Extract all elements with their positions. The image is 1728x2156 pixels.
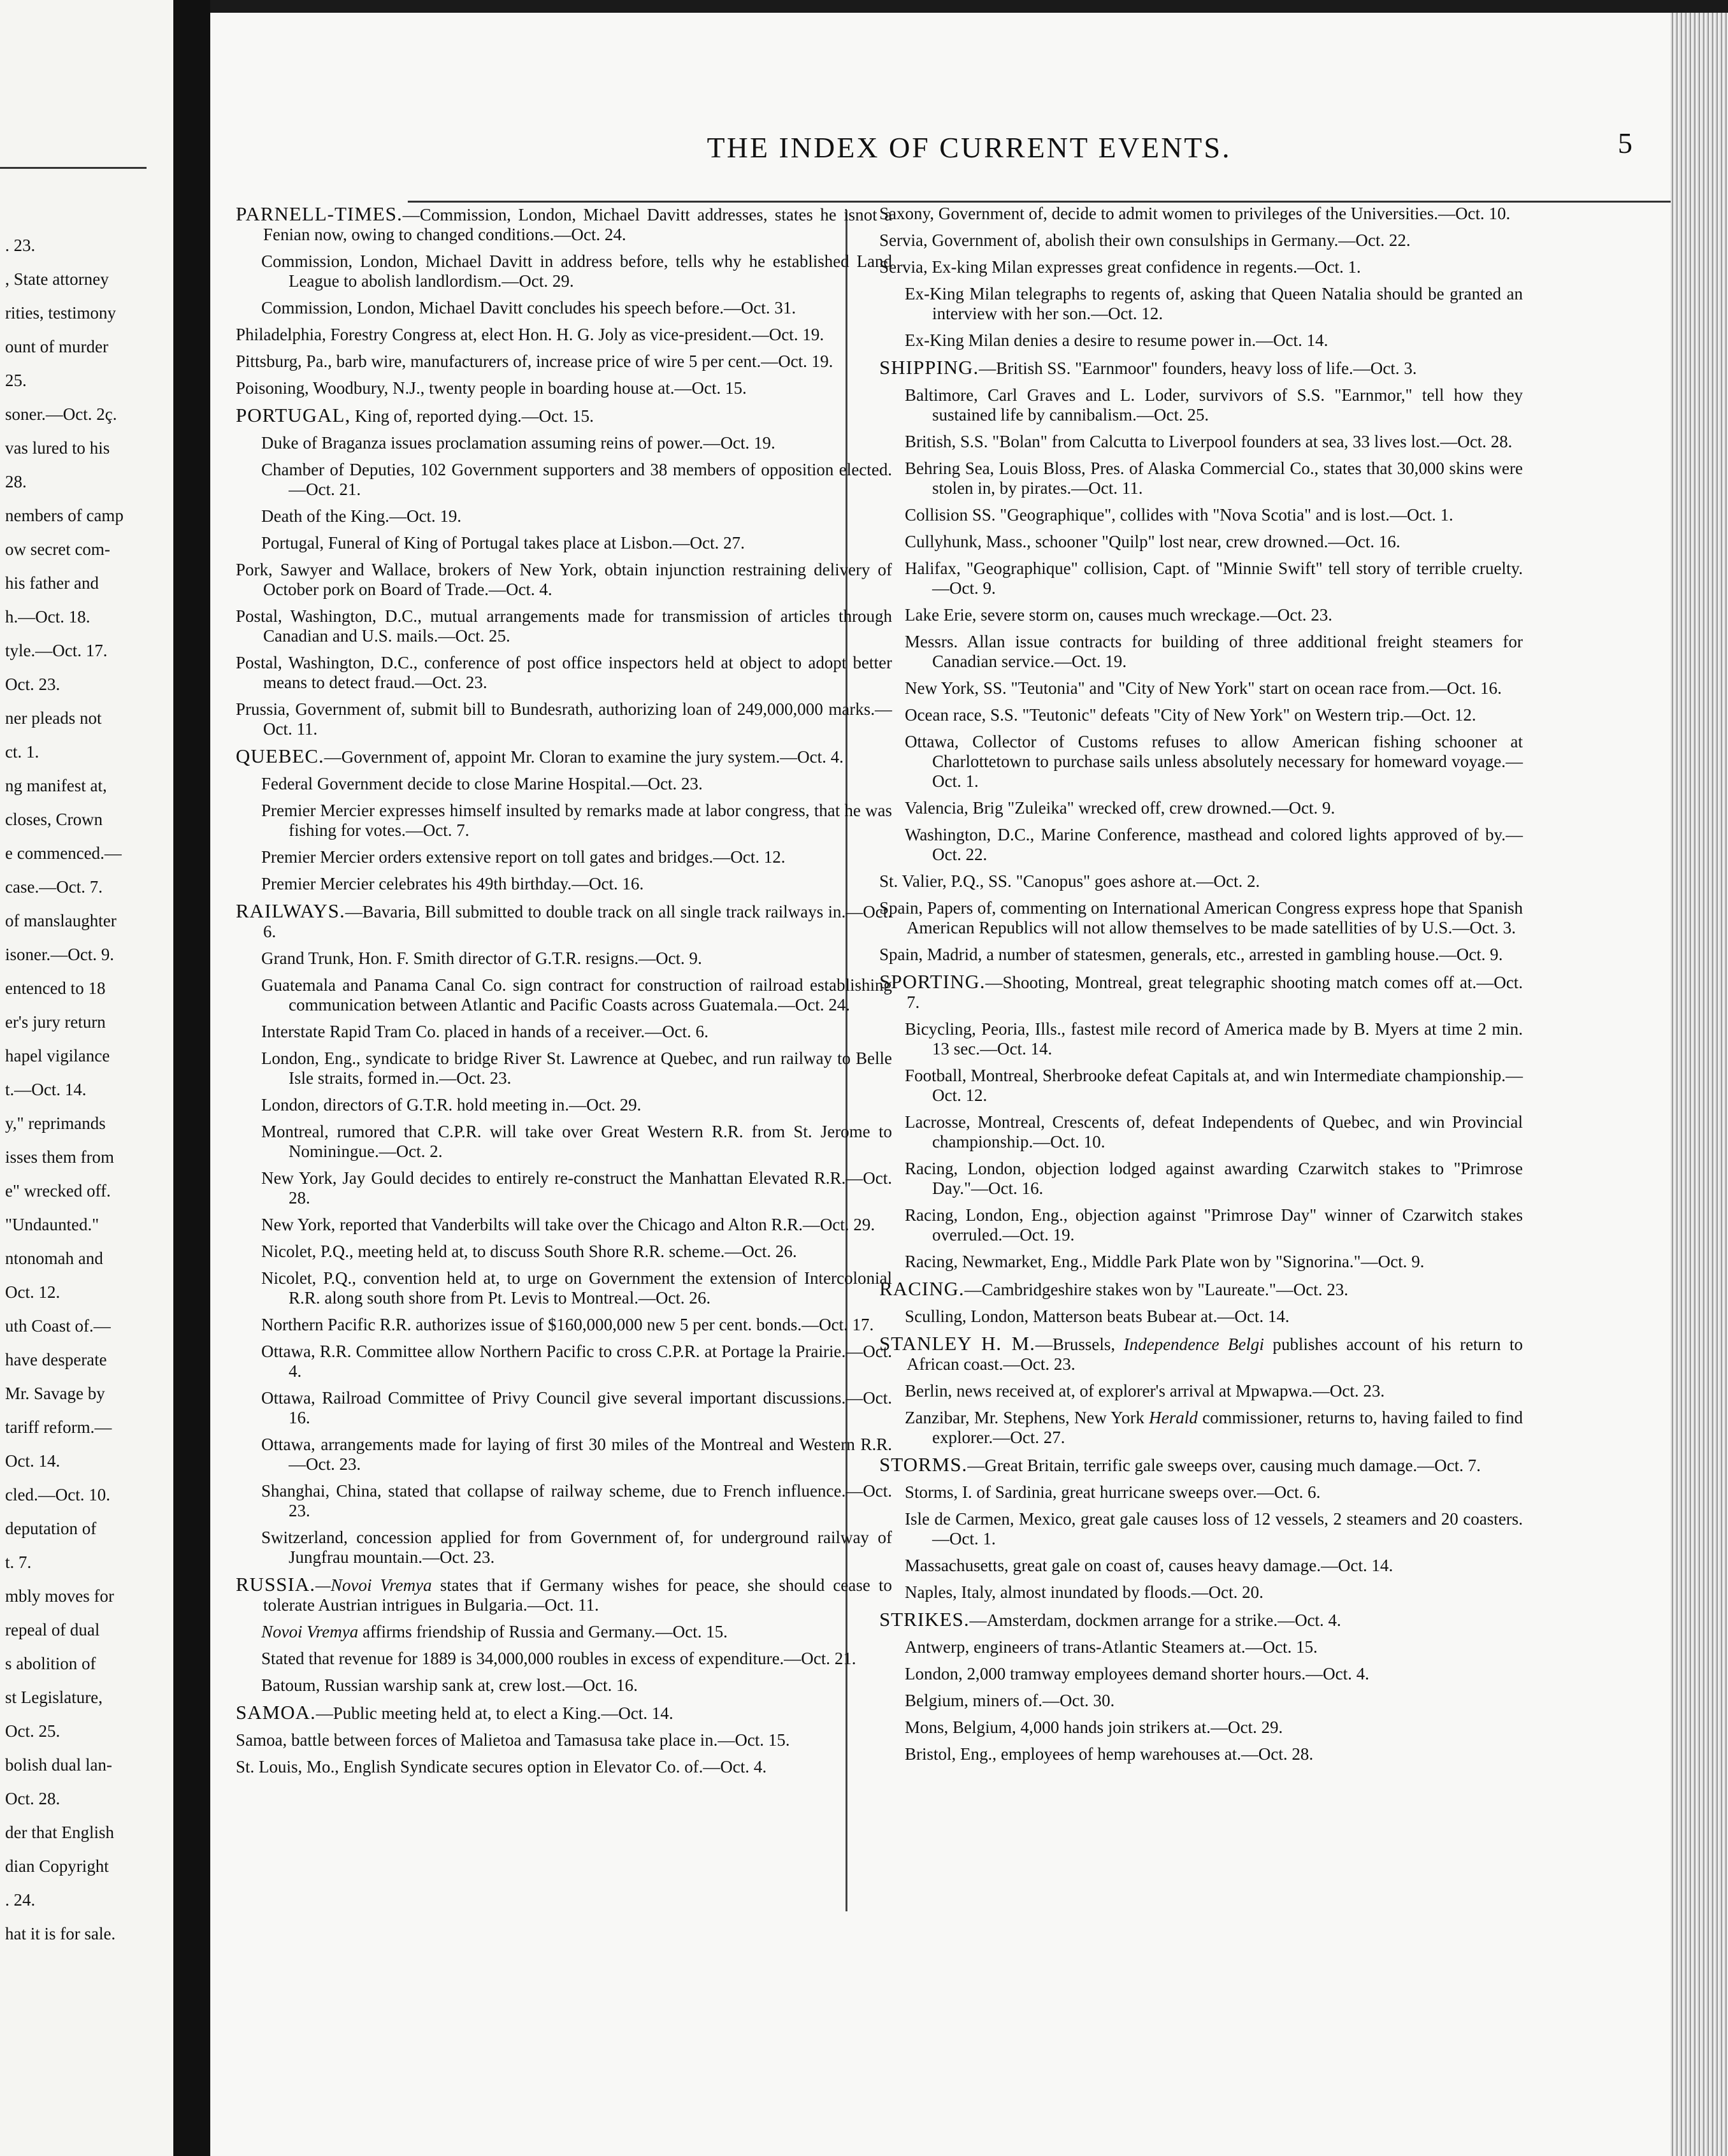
index-entry xyxy=(879,632,1523,672)
entry-text: Federal Government decide to close Marine Hospital.—Oct. 23. xyxy=(261,774,703,793)
facing-page-fragment-line: uth Coast of.— xyxy=(5,1316,111,1335)
entry-text: —Cambridgeshire stakes won by "Laureate."—Oct. 23. xyxy=(964,1280,1348,1299)
index-entry xyxy=(879,331,1523,350)
facing-page-fragment-line: e" wrecked off. xyxy=(5,1181,111,1200)
entry-text: Death of the King.—Oct. 19. xyxy=(261,507,462,526)
entry-text: Ocean race, S.S. "Teutonic" defeats "City of New York" on Western trip.—Oct. 12. xyxy=(905,705,1476,724)
index-entry xyxy=(879,505,1523,525)
facing-page-fragment-line: ner pleads not xyxy=(5,708,102,728)
facing-page-fragment-line: tariff reform.— xyxy=(5,1418,112,1437)
index-entry xyxy=(236,949,892,968)
index-entry xyxy=(879,284,1523,324)
entry-text: Stated that revenue for 1889 is 34,000,000 roubles in excess of expenditure.—Oct. 21. xyxy=(261,1649,856,1668)
entry-text: Postal, Washington, D.C., conference of post office inspectors held at object to adopt better means to detect fraud.—Oct. 23. xyxy=(236,653,892,692)
index-entry xyxy=(236,1435,892,1474)
facing-page-fragment-line: repeal of dual xyxy=(5,1620,100,1639)
book-gutter xyxy=(173,0,210,2156)
index-entry xyxy=(879,385,1523,425)
index-entry xyxy=(879,257,1523,277)
entry-text: affirms friendship of Russia and Germany.—Oct. 15. xyxy=(358,1622,728,1641)
entry-text: London, directors of G.T.R. hold meeting in.—Oct. 29. xyxy=(261,1095,642,1114)
index-entry xyxy=(879,872,1523,891)
index-entry xyxy=(879,1744,1523,1764)
entry-text: Ex-King Milan denies a desire to resume power in.—Oct. 14. xyxy=(905,331,1328,350)
index-entry xyxy=(236,801,892,840)
entry-text: Switzerland, concession applied for from Government of, for underground railway of Jungfrau mountain.—Oct. 23. xyxy=(261,1528,892,1567)
entry-text: Isle de Carmen, Mexico, great gale causes loss of 12 vessels, 2 steamers and 20 coasters.—Oct. 1. xyxy=(905,1509,1523,1548)
index-entry xyxy=(236,1022,892,1042)
index-entry xyxy=(879,432,1523,452)
index-entry xyxy=(879,1112,1523,1152)
index-entry xyxy=(879,1609,1523,1630)
entry-text: —British SS. "Earnmoor" founders, heavy loss of life.—Oct. 3. xyxy=(979,359,1417,378)
index-entry xyxy=(879,1455,1523,1476)
entry-text: Messrs. Allan issue contracts for building of three additional freight steamers for Canadian service.—Oct. 19. xyxy=(905,632,1523,671)
index-entry xyxy=(879,705,1523,725)
entry-heading: STANLEY H. M. xyxy=(879,1332,1035,1355)
index-entry xyxy=(236,975,892,1015)
entry-text: Cullyhunk, Mass., schooner "Quilp" lost near, crew drowned.—Oct. 16. xyxy=(905,532,1400,551)
facing-page-fragment-line: ct. 1. xyxy=(5,742,40,761)
facing-page-fragment-line: mbly moves for xyxy=(5,1586,114,1606)
facing-page-fragment-line: nembers of camp xyxy=(5,506,124,525)
index-entry xyxy=(236,533,892,553)
entry-text: Ex-King Milan telegraphs to regents of, asking that Queen Natalia should be granted an interview with her son.—Oct. 12. xyxy=(905,284,1523,323)
right-column xyxy=(879,204,1523,1771)
header-rule xyxy=(408,201,1676,203)
index-entry xyxy=(879,204,1523,224)
facing-page-fragment-line: ntonomah and xyxy=(5,1249,103,1268)
entry-text: Postal, Washington, D.C., mutual arrangements made for transmission of articles through Canadian and U.S. mails.—Oct. 25. xyxy=(236,607,892,645)
entry-text: —Commission, London, Michael Davitt addresses, states he isnot a Fenian now, owing to changed conditions.—Oct. 24. xyxy=(263,205,892,244)
index-entry xyxy=(236,1574,892,1615)
entry-text: Saxony, Government of, decide to admit women to privileges of the Universities.—Oct. 10. xyxy=(879,204,1511,223)
facing-page-fragment-line: 25. xyxy=(5,371,27,390)
index-entry xyxy=(236,405,892,426)
entry-text: Premier Mercier celebrates his 49th birthday.—Oct. 16. xyxy=(261,874,644,893)
index-entry xyxy=(879,1333,1523,1374)
index-entry xyxy=(879,1066,1523,1105)
index-entry xyxy=(236,433,892,453)
facing-page-fragment-line: 28. xyxy=(5,472,27,491)
entry-text: Belgium, miners of.—Oct. 30. xyxy=(905,1691,1115,1710)
entry-heading: RAILWAYS. xyxy=(236,900,345,922)
index-entry xyxy=(236,1730,892,1750)
index-entry xyxy=(879,1583,1523,1602)
facing-page-fragment-line: st Legislature, xyxy=(5,1688,103,1707)
facing-page-fragment-line: Oct. 25. xyxy=(5,1721,61,1741)
index-entry xyxy=(236,1342,892,1381)
index-entry xyxy=(879,1205,1523,1245)
index-entry xyxy=(236,378,892,398)
facing-page-fragment-line: Oct. 23. xyxy=(5,675,61,694)
facing-page-fragment-line: isoner.—Oct. 9. xyxy=(5,945,114,964)
index-entry xyxy=(879,1483,1523,1502)
entry-text: publishes account of his return to African coast.—Oct. 23. xyxy=(907,1335,1523,1374)
facing-page-fragment-line: s abolition of xyxy=(5,1654,96,1673)
entry-text: Pittsburg, Pa., barb wire, manufacturers of, increase price of wire 5 per cent.—Oct. 19. xyxy=(236,352,833,371)
entry-text: Football, Montreal, Sherbrooke defeat Capitals at, and win Intermediate championship.—Oct. 12. xyxy=(905,1066,1523,1105)
index-entry xyxy=(879,559,1523,598)
entry-text: Racing, London, objection lodged against awarding Czarwitch stakes to "Primrose Day."—Oct. 16. xyxy=(905,1159,1523,1198)
entry-heading: SAMOA. xyxy=(236,1701,316,1723)
index-entry xyxy=(236,352,892,371)
entry-text: Bristol, Eng., employees of hemp warehouses at.—Oct. 28. xyxy=(905,1744,1314,1764)
facing-page-fragment-line: Oct. 12. xyxy=(5,1283,61,1302)
facing-page-fragment-line: Oct. 14. xyxy=(5,1451,61,1470)
facing-page-fragment-line: . 23. xyxy=(5,236,36,255)
index-entry xyxy=(879,898,1523,938)
index-entry xyxy=(236,653,892,693)
entry-text: Shanghai, China, stated that collapse of railway scheme, due to French influence.—Oct. 23. xyxy=(261,1481,892,1520)
index-entry xyxy=(879,605,1523,625)
entry-heading: RACING. xyxy=(879,1277,965,1300)
facing-page-fragment-line: ount of murder xyxy=(5,337,108,356)
index-entry xyxy=(236,1168,892,1208)
index-entry xyxy=(236,460,892,499)
index-entry xyxy=(879,1509,1523,1549)
entry-text: Premier Mercier orders extensive report on toll gates and bridges.—Oct. 12. xyxy=(261,847,786,866)
entry-text: Ottawa, Railroad Committee of Privy Council give several important discussions.—Oct. 16. xyxy=(261,1388,892,1427)
facing-page-fragment-line: Mr. Savage by xyxy=(5,1384,105,1403)
index-entry xyxy=(879,532,1523,552)
entry-text: —Bavaria, Bill submitted to double track on all single track railways in.—Oct. 6. xyxy=(263,902,892,941)
facing-page-fragment-line: soner.—Oct. 2ç. xyxy=(5,405,117,424)
index-entry xyxy=(879,1637,1523,1657)
entry-text: New York, SS. "Teutonia" and "City of New York" start on ocean race from.—Oct. 16. xyxy=(905,679,1502,698)
facing-page-fragment-line: er's jury return xyxy=(5,1012,106,1031)
entry-text: Interstate Rapid Tram Co. placed in hands of a receiver.—Oct. 6. xyxy=(261,1022,709,1041)
entry-text: —Public meeting held at, to elect a King.—Oct. 14. xyxy=(315,1704,673,1723)
entry-text: Washington, D.C., Marine Conference, masthead and colored lights approved of by.—Oct. 22. xyxy=(905,825,1523,864)
entry-text: Premier Mercier expresses himself insulted by remarks made at labor congress, that he was fishing for votes.—Oct. 7. xyxy=(261,801,892,840)
index-entry xyxy=(879,972,1523,1012)
index-entry xyxy=(236,1242,892,1261)
entry-text: Commission, London, Michael Davitt in address before, tells why he established Land League to abolish landlordism.—Oct. 29. xyxy=(261,252,892,291)
entry-heading: STORMS. xyxy=(879,1453,968,1476)
index-entry xyxy=(236,204,892,245)
index-page xyxy=(210,13,1728,2156)
facing-page-fragment-line: . 24. xyxy=(5,1890,36,1909)
index-entry xyxy=(236,1702,892,1723)
entry-text: London, 2,000 tramway employees demand shorter hours.—Oct. 4. xyxy=(905,1664,1369,1683)
entry-text: Servia, Government of, abolish their own consulships in Germany.—Oct. 22. xyxy=(879,231,1411,250)
entry-text: —Brussels, xyxy=(1035,1335,1124,1354)
index-entry xyxy=(879,1279,1523,1300)
entry-text: Servia, Ex-king Milan expresses great confidence in regents.—Oct. 1. xyxy=(879,257,1361,277)
facing-page-fragment-line: isses them from xyxy=(5,1147,114,1167)
index-entry xyxy=(879,1691,1523,1711)
index-entry xyxy=(236,325,892,345)
entry-text: Halifax, "Geographique" collision, Capt. of "Minnie Swift" tell story of terrible cruelty.—Oct. 9. xyxy=(905,559,1523,598)
index-entry xyxy=(236,1315,892,1335)
facing-page-fragment-line: t. 7. xyxy=(5,1553,32,1572)
index-entry xyxy=(236,1122,892,1161)
index-entry xyxy=(236,746,892,767)
page-number: 5 xyxy=(1618,127,1632,159)
entry-text: Montreal, rumored that C.P.R. will take over Great Western R.R. from St. Jerome to Nominingue.—Oct. 2. xyxy=(261,1122,892,1161)
entry-text: Ottawa, R.R. Committee allow Northern Pacific to cross C.P.R. at Portage la Prairie.—Oct. 4. xyxy=(261,1342,892,1381)
entry-text: Nicolet, P.Q., convention held at, to urge on Government the extension of Intercolonial R.R. along south shore from Pt. Levis to Montreal.—Oct. 26. xyxy=(261,1268,892,1307)
entry-text: Zanzibar, Mr. Stephens, New York xyxy=(905,1408,1149,1427)
entry-text: Antwerp, engineers of trans-Atlantic Steamers at.—Oct. 15. xyxy=(905,1637,1318,1657)
index-entry xyxy=(236,560,892,600)
entry-italic: —Novoi Vremya xyxy=(315,1576,432,1595)
entry-text: Poisoning, Woodbury, N.J., twenty people in boarding house at.—Oct. 15. xyxy=(236,378,747,398)
index-entry xyxy=(236,1095,892,1115)
index-entry xyxy=(236,1481,892,1521)
entry-text: states that if Germany wishes for peace, she should cease to tolerate Austrian intrigues in Bulgaria.—Oct. 11. xyxy=(263,1576,892,1614)
index-entry xyxy=(879,945,1523,965)
index-entry xyxy=(879,1718,1523,1737)
entry-text: Lacrosse, Montreal, Crescents of, defeat Independents of Quebec, and win Provincial championship.—Oct. 10. xyxy=(905,1112,1523,1151)
index-entry xyxy=(236,847,892,867)
index-entry xyxy=(879,459,1523,498)
index-entry xyxy=(236,1622,892,1642)
index-entry xyxy=(879,732,1523,791)
entry-heading: RUSSIA. xyxy=(236,1573,316,1595)
entry-text: Racing, London, Eng., objection against "Primrose Day" winner of Czarwitch stakes overruled.—Oct. 19. xyxy=(905,1205,1523,1244)
index-entry xyxy=(879,1307,1523,1326)
index-entry xyxy=(879,1019,1523,1059)
entry-text: Ottawa, Collector of Customs refuses to allow American fishing schooner at Charlottetown to purchase sails unless absolutely necessary for homeward voyage.—Oct. 1. xyxy=(905,732,1523,791)
entry-text: Mons, Belgium, 4,000 hands join strikers at.—Oct. 29. xyxy=(905,1718,1283,1737)
entry-text: New York, Jay Gould decides to entirely re-construct the Manhattan Elevated R.R.—Oct. 28. xyxy=(261,1168,892,1207)
facing-page-fragment xyxy=(0,0,173,2156)
index-entry xyxy=(236,1268,892,1308)
index-entry xyxy=(236,774,892,794)
index-entry xyxy=(236,607,892,646)
index-entry xyxy=(236,1528,892,1567)
entry-text: Commission, London, Michael Davitt concludes his speech before.—Oct. 31. xyxy=(261,298,796,317)
facing-page-fragment-line: deputation of xyxy=(5,1519,97,1538)
left-column xyxy=(236,204,892,1784)
index-entry xyxy=(236,1757,892,1777)
facing-page-fragment-line: ng manifest at, xyxy=(5,776,107,795)
entry-italic: Novoi Vremya xyxy=(261,1622,359,1641)
facing-page-fragment-line: Oct. 28. xyxy=(5,1789,61,1808)
index-entry xyxy=(236,507,892,526)
entry-text: —Amsterdam, dockmen arrange for a strike.—Oct. 4. xyxy=(969,1611,1341,1630)
index-entry xyxy=(879,825,1523,865)
entry-text: Behring Sea, Louis Bloss, Pres. of Alaska Commercial Co., states that 30,000 skins were stolen in, by pirates.—Oct. 11. xyxy=(905,459,1523,498)
entry-text: Samoa, battle between forces of Malietoa and Tamasusa take place in.—Oct. 15. xyxy=(236,1730,790,1750)
facing-page-fragment-line: rities, testimony xyxy=(5,303,116,322)
entry-text: Spain, Papers of, commenting on International American Congress express hope that Spanish American Republics will not allow themselves to be made satellities of by U.S.—Oct. 3. xyxy=(879,898,1523,937)
index-entry xyxy=(236,1049,892,1088)
entry-text: Bicycling, Peoria, Ills., fastest mile record of America made by B. Myers at time 2 min. 13 sec.—Oct. 14. xyxy=(905,1019,1523,1058)
entry-text: Storms, I. of Sardinia, great hurricane sweeps over.—Oct. 6. xyxy=(905,1483,1321,1502)
facing-page-rule xyxy=(0,167,147,169)
index-entry xyxy=(236,1215,892,1235)
index-entry xyxy=(236,1388,892,1428)
entry-text: Nicolet, P.Q., meeting held at, to discuss South Shore R.R. scheme.—Oct. 26. xyxy=(261,1242,797,1261)
entry-text: Pork, Sawyer and Wallace, brokers of New York, obtain injunction restraining delivery of October pork on Board of Trade.—Oct. 4. xyxy=(236,560,892,599)
entry-text: Naples, Italy, almost inundated by floods.—Oct. 20. xyxy=(905,1583,1264,1602)
entry-text: Sculling, London, Matterson beats Bubear at.—Oct. 14. xyxy=(905,1307,1290,1326)
index-entry xyxy=(879,1252,1523,1272)
running-title: THE INDEX OF CURRENT EVENTS. xyxy=(707,131,1232,164)
entry-text: Collision SS. "Geographique", collides with "Nova Scotia" and is lost.—Oct. 1. xyxy=(905,505,1453,524)
entry-text: —Shooting, Montreal, great telegraphic shooting match comes off at.—Oct. 7. xyxy=(907,973,1523,1012)
entry-text: Duke of Braganza issues proclamation assuming reins of power.—Oct. 19. xyxy=(261,433,775,452)
index-entry xyxy=(236,874,892,894)
entry-heading: PARNELL-TIMES. xyxy=(236,203,403,225)
entry-italic: Independence Belgi xyxy=(1123,1335,1264,1354)
facing-page-fragment-line: der that English xyxy=(5,1823,114,1842)
facing-page-fragment-line: y," reprimands xyxy=(5,1114,106,1133)
index-entry xyxy=(879,1556,1523,1576)
facing-page-fragment-line: his father and xyxy=(5,573,99,593)
entry-text: Baltimore, Carl Graves and L. Loder, survivors of S.S. "Earnmor," tell how they sustained life by cannibalism.—Oct. 25. xyxy=(905,385,1523,424)
facing-page-fragment-line: hapel vigilance xyxy=(5,1046,110,1065)
facing-page-fragment-line: of manslaughter xyxy=(5,911,117,930)
facing-page-fragment-line: hat it is for sale. xyxy=(5,1924,116,1943)
facing-page-fragment-line: ow secret com- xyxy=(5,540,110,559)
index-entry xyxy=(879,679,1523,698)
index-entry xyxy=(879,1664,1523,1684)
entry-heading: STRIKES. xyxy=(879,1608,970,1630)
entry-text: Guatemala and Panama Canal Co. sign contract for construction of railroad establishing communication between Atlantic and Pacific Coasts across Guatemala.—Oct. 24. xyxy=(261,975,892,1014)
index-entry xyxy=(879,1408,1523,1448)
entry-text: London, Eng., syndicate to bridge River St. Lawrence at Quebec, and run railway to Belle Isle straits, formed in.—Oct. 23. xyxy=(261,1049,892,1088)
facing-page-fragment-line: dian Copyright xyxy=(5,1857,109,1876)
index-entry xyxy=(236,1676,892,1695)
entry-text: Northern Pacific R.R. authorizes issue of $160,000,000 new 5 per cent. bonds.—Oct. 17. xyxy=(261,1315,874,1334)
facing-page-fragment-line: have desperate xyxy=(5,1350,107,1369)
index-entry xyxy=(879,231,1523,250)
facing-page-fragment-line: e commenced.— xyxy=(5,844,122,863)
index-entry xyxy=(236,298,892,318)
facing-page-fragment-line: t.—Oct. 14. xyxy=(5,1080,87,1099)
entry-text: —Great Britain, terrific gale sweeps over, causing much damage.—Oct. 7. xyxy=(967,1456,1481,1475)
facing-page-fragment-line: case.—Oct. 7. xyxy=(5,877,103,896)
facing-page-fragment-line: h.—Oct. 18. xyxy=(5,607,90,626)
entry-heading: QUEBEC. xyxy=(236,745,324,767)
entry-text: Ottawa, arrangements made for laying of first 30 miles of the Montreal and Western R.R.—Oct. 23. xyxy=(261,1435,892,1474)
facing-page-fragment-line: entenced to 18 xyxy=(5,979,106,998)
entry-text: St. Louis, Mo., English Syndicate secures option in Elevator Co. of.—Oct. 4. xyxy=(236,1757,767,1776)
entry-text: Portugal, Funeral of King of Portugal takes place at Lisbon.—Oct. 27. xyxy=(261,533,745,552)
entry-text: New York, reported that Vanderbilts will take over the Chicago and Alton R.R.—Oct. 29. xyxy=(261,1215,875,1234)
entry-text: Berlin, news received at, of explorer's arrival at Mpwapwa.—Oct. 23. xyxy=(905,1381,1385,1400)
facing-page-fragment-line: closes, Crown xyxy=(5,810,103,829)
index-entry xyxy=(236,700,892,739)
facing-page-fragment-line: "Undaunted." xyxy=(5,1215,99,1234)
entry-text: British, S.S. "Bolan" from Calcutta to Liverpool founders at sea, 33 lives lost.—Oct. 28. xyxy=(905,432,1513,451)
entry-text: Lake Erie, severe storm on, causes much wreckage.—Oct. 23. xyxy=(905,605,1332,624)
facing-page-fragment-line: bolish dual lan- xyxy=(5,1755,112,1774)
index-entry xyxy=(879,357,1523,378)
entry-text: Philadelphia, Forestry Congress at, elect Hon. H. G. Joly as vice-president.—Oct. 19. xyxy=(236,325,824,344)
entry-text: Prussia, Government of, submit bill to Bundesrath, authorizing loan of 249,000,000 marks.—Oct. 11. xyxy=(236,700,892,738)
entry-heading: SHIPPING. xyxy=(879,356,979,378)
index-entry xyxy=(236,252,892,291)
entry-text: Massachusetts, great gale on coast of, causes heavy damage.—Oct. 14. xyxy=(905,1556,1393,1575)
entry-italic: Herald xyxy=(1149,1408,1198,1427)
index-entry xyxy=(236,1649,892,1669)
entry-text: Grand Trunk, Hon. F. Smith director of G.T.R. resigns.—Oct. 9. xyxy=(261,949,702,968)
entry-text: Spain, Madrid, a number of statesmen, generals, etc., arrested in gambling house.—Oct. 9. xyxy=(879,945,1503,964)
entry-text: Racing, Newmarket, Eng., Middle Park Plate won by "Signorina."—Oct. 9. xyxy=(905,1252,1425,1271)
entry-text: Valencia, Brig "Zuleika" wrecked off, crew drowned.—Oct. 9. xyxy=(905,798,1336,817)
index-entry xyxy=(879,1159,1523,1198)
page-edge-stack xyxy=(1671,13,1728,2156)
index-entry xyxy=(879,1381,1523,1401)
index-entry xyxy=(879,798,1523,818)
entry-heading: PORTUGAL, xyxy=(236,404,351,426)
entry-text: King of, reported dying.—Oct. 15. xyxy=(350,406,594,426)
index-entry xyxy=(236,901,892,942)
entry-text: Chamber of Deputies, 102 Government supporters and 38 members of opposition elected.—Oct. 21. xyxy=(261,460,892,499)
entry-text: commissioner, returns to, having failed to find explorer.—Oct. 27. xyxy=(932,1408,1523,1447)
facing-page-fragment-line: cled.—Oct. 10. xyxy=(5,1485,110,1504)
facing-page-fragment-line: tyle.—Oct. 17. xyxy=(5,641,108,660)
facing-page-fragment-line: vas lured to his xyxy=(5,438,110,457)
facing-page-fragment-line: , State attorney xyxy=(5,270,109,289)
entry-text: St. Valier, P.Q., SS. "Canopus" goes ashore at.—Oct. 2. xyxy=(879,872,1260,891)
entry-text: Batoum, Russian warship sank at, crew lost.—Oct. 16. xyxy=(261,1676,638,1695)
entry-text: —Government of, appoint Mr. Cloran to examine the jury system.—Oct. 4. xyxy=(324,747,844,766)
entry-heading: SPORTING. xyxy=(879,970,986,993)
